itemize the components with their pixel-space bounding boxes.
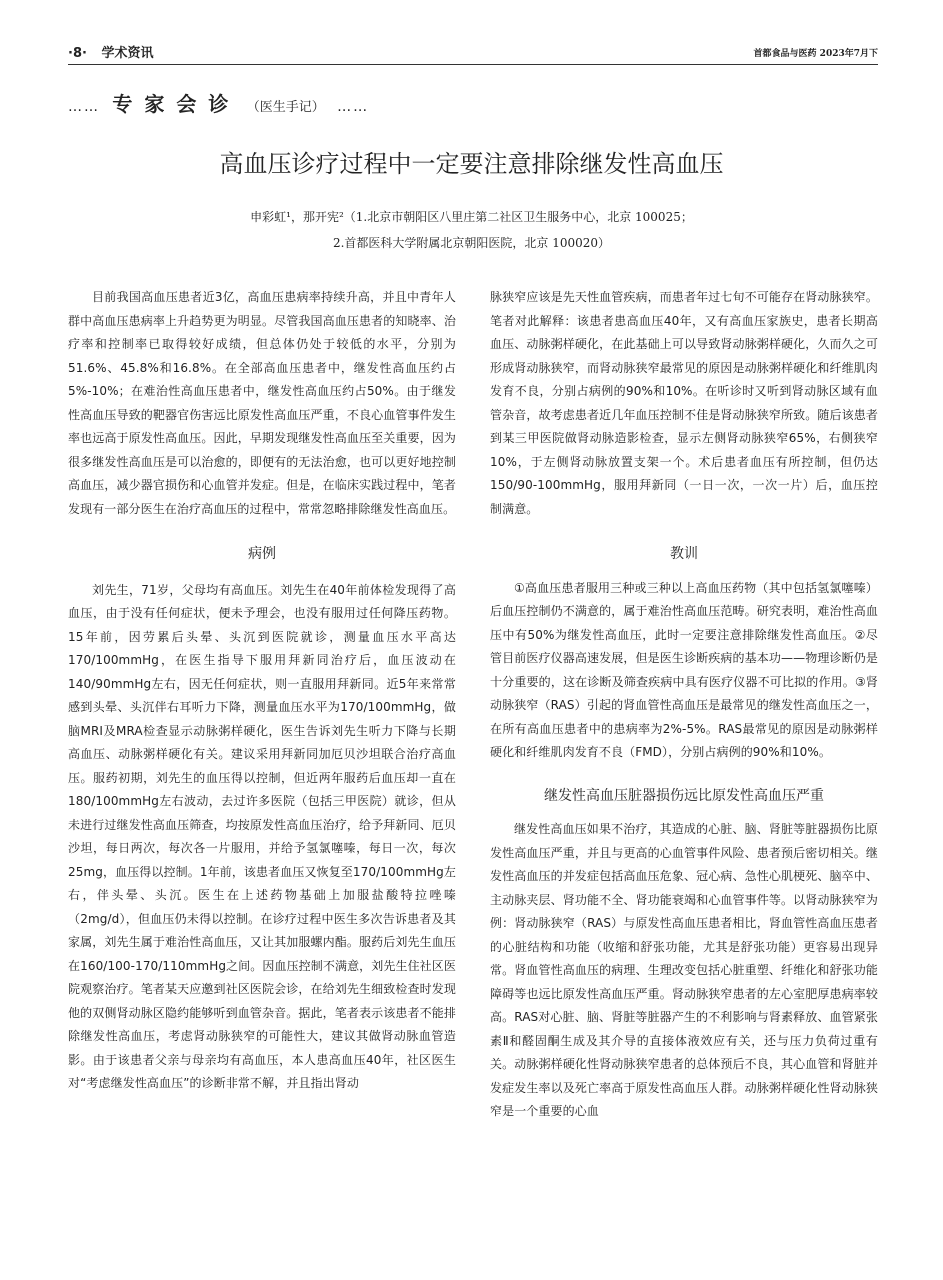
damage-paragraph: 继发性高血压如果不治疗，其造成的心脏、脑、肾脏等脏器损伤比原发性高血压严重，并且与更高的心血管事件风险、患者预后密切相关。继发性高血压的并发症包括高血压危象、冠心病、急性心肌梗死、脑卒中、主动脉夹层、肾功能不全、肾功能衰竭和心血管事件等。以肾动脉狭窄为例：肾动脉狭窄（RAS）与原发性高血压患者相比，肾血管性高血压患者的心脏结构和功能（收缩和舒张功能，尤其是舒张功能）更容易出现异常。肾血管性高血压的病理、生理改变包括心脏重塑、纤维化和舒张功能障碍等也远比原发性高血压严重。肾动脉狭窄患者的左心室肥厚患病率较高。RAS对心脏、脑、肾脏等脏器产生的不利影响与肾素释放、血管紧张素Ⅱ和醛固酮生成及其介导的直接体液效应有关，还与压力负荷过重有关。动脉粥样硬化性肾动脉狭窄患者的总体预后不良，其心血管和肾脏并发症发生率以及死亡率高于原发性高血压人群。动脉粥样硬化性肾动脉狭窄是一个重要的心血 bbox=[490, 822, 878, 1118]
affiliation-line: 2.首都医科大学附属北京朝阳医院，北京 100020） bbox=[332, 236, 611, 250]
lesson-heading: 教训 bbox=[670, 546, 698, 562]
header-left bbox=[68, 42, 153, 61]
column-dots-left: …… bbox=[68, 99, 100, 115]
intro-paragraph: 目前我国高血压患者近3亿，高血压患病率持续升高，并且中青年人群中高血压患病率上升趋势更为明显。尽管我国高血压患者的知晓率、治疗率和控制率已取得较好成绩，但总体仍处于较低的水平，分别为51.6%、45.8%和16.8%。在全部高血压患者中，继发性高血压约占5%-10%；在难治性高血压患者中，继发性高血压约占50%。由于继发性高血压导致的靶器官伤害远比原发性高血压严重，不良心血管事件发生率也远高于原发性高血压。因此，早期发现继发性高血压至关重要，因为很多继发性高血压是可以治愈的，即便有的无法治愈，也可以更好地控制高血压，减少器官损伤和心血管并发症。但是，在临床实践过程中，笔者发现有一部分医生在治疗高血压的过程中，常常忽略排除继发性高血压。 bbox=[68, 290, 456, 516]
article-title: 高血压诊疗过程中一定要注意排除继发性高血压 bbox=[219, 150, 724, 178]
case-paragraph: 刘先生，71岁，父母均有高血压。刘先生在40年前体检发现得了高血压，由于没有任何症状，便未予理会，也没有服用过任何降压药物。15年前，因劳累后头晕、头沉到医院就诊，测量血压水平高达170/100mmHg，在医生指导下服用拜新同治疗后，血压波动在140/90mmHg左右，因无任何症状，则一直服用拜新同。近5年来常常感到头晕、头沉伴右耳听力下降，测量血压水平为170/100mmHg，做脑MRI及MRA检查显示动脉粥样硬化，医生告诉刘先生听力下降与长期高血压、动脉粥样硬化有关。建议采用拜新同加厄贝沙坦联合治疗高血压。服药初期，刘先生的血压得以控制，但近两年服药后血压却一直在180/100mmHg左右波动，去过许多医院（包括三甲医院）就诊，但从未进行过继发性高血压筛查，均按原发性高血压治疗，给予拜新同、厄贝沙坦，每日两次，每次各一片服用，并给予氢氯噻嗪，每日一次，每次25mg，血压得以控制。1年前，该患者血压又恢复至170/100mmHg左右，伴头晕、头沉。医生在上述药物基础上加服盐酸特拉唑嗪（2mg/d），但血压仍未得以控制。在诊疗过程中医生多次告诉患者及其家属，刘先生属于难治性高血压，又让其加服螺内酯。服药后刘先生血压在160/100-170/110mmHg之间。因血压控制不满意，刘先生住社区医院观察治疗。笔者某天应邀到社区医院会诊，在给刘先生细致检查时发现他的双侧肾动脉区隐约能够听到血管杂音。据此，笔者表示该患者不能排除继发性高血压，考虑肾动脉狭窄的可能性大，建议其做肾动脉血管造影。由于该患者父亲与母亲均有高血压，本人患高血压40年，社区医生对“考虑继发性高血压”的诊断非常不解，并且指出肾动 bbox=[68, 582, 456, 1090]
column-name: 专家会诊 bbox=[112, 92, 241, 116]
left-column bbox=[68, 286, 456, 1096]
case-continued-paragraph: 脉狭窄应该是先天性血管疾病，而患者年过七旬不可能存在肾动脉狭窄。笔者对此解释：该患者患高血压40年，又有高血压家族史，患者长期高血压、动脉粥样硬化，在此基础上可以导致肾动脉粥样硬化，久而久之可形成肾动脉狭窄，而肾动脉狭窄最常见的原因是动脉粥样硬化和纤维肌肉发育不良，分别占病例的90%和10%。在听诊时又听到肾动脉区域有血管杂音，故考虑患者近几年血压控制不佳是肾动脉狭窄所致。随后该患者到某三甲医院做肾动脉造影检查，显示左侧肾动脉狭窄65%，右侧狭窄10%，于左侧肾动脉放置支架一个。术后患者血压有所控制，但仍达150/90-100mmHg，服用拜新同（一日一次，一次一片）后，血压控制满意。 bbox=[490, 290, 878, 516]
right-column bbox=[490, 286, 878, 1124]
column-subtitle: （医生手记） bbox=[246, 100, 325, 115]
lesson-paragraph: ①高血压患者服用三种或三种以上高血压药物（其中包括氢氯噻嗪）后血压控制仍不满意的，属于难治性高血压范畴。研究表明，难治性高血压中有50%为继发性高血压，此时一定要注意排除继发性高血压。②尽管目前医疗仪器高速发展，但是医生诊断疾病的基本功——物理诊断仍是十分重要的，这在诊断及筛查疾病中具有医疗仪器不可比拟的作用。③肾动脉狭窄（RAS）引起的肾血管性高血压是最常见的继发性高血压之一，在所有高血压患者中的患病率为2%-5%。RAS最常见的原因是动脉粥样硬化和纤维肌肉发育不良（FMD），分别占病例的90%和10%。 bbox=[490, 580, 878, 759]
authors-line: 申彩虹¹，那开宪²（1.北京市朝阳区八里庄第二社区卫生服务中心，北京 100025； bbox=[250, 210, 693, 224]
section-name: 学术资讯 bbox=[101, 46, 154, 61]
column-title bbox=[68, 88, 369, 117]
journal-info: 首都食品与医药 2023年7月下 bbox=[753, 49, 878, 59]
column-dots-right: …… bbox=[337, 99, 370, 115]
author-block bbox=[0, 204, 943, 256]
case-heading: 病例 bbox=[248, 546, 276, 562]
running-header bbox=[68, 42, 878, 65]
damage-heading: 继发性高血压脏器损伤远比原发性高血压严重 bbox=[544, 787, 824, 804]
page-number: ·8· bbox=[68, 46, 87, 61]
